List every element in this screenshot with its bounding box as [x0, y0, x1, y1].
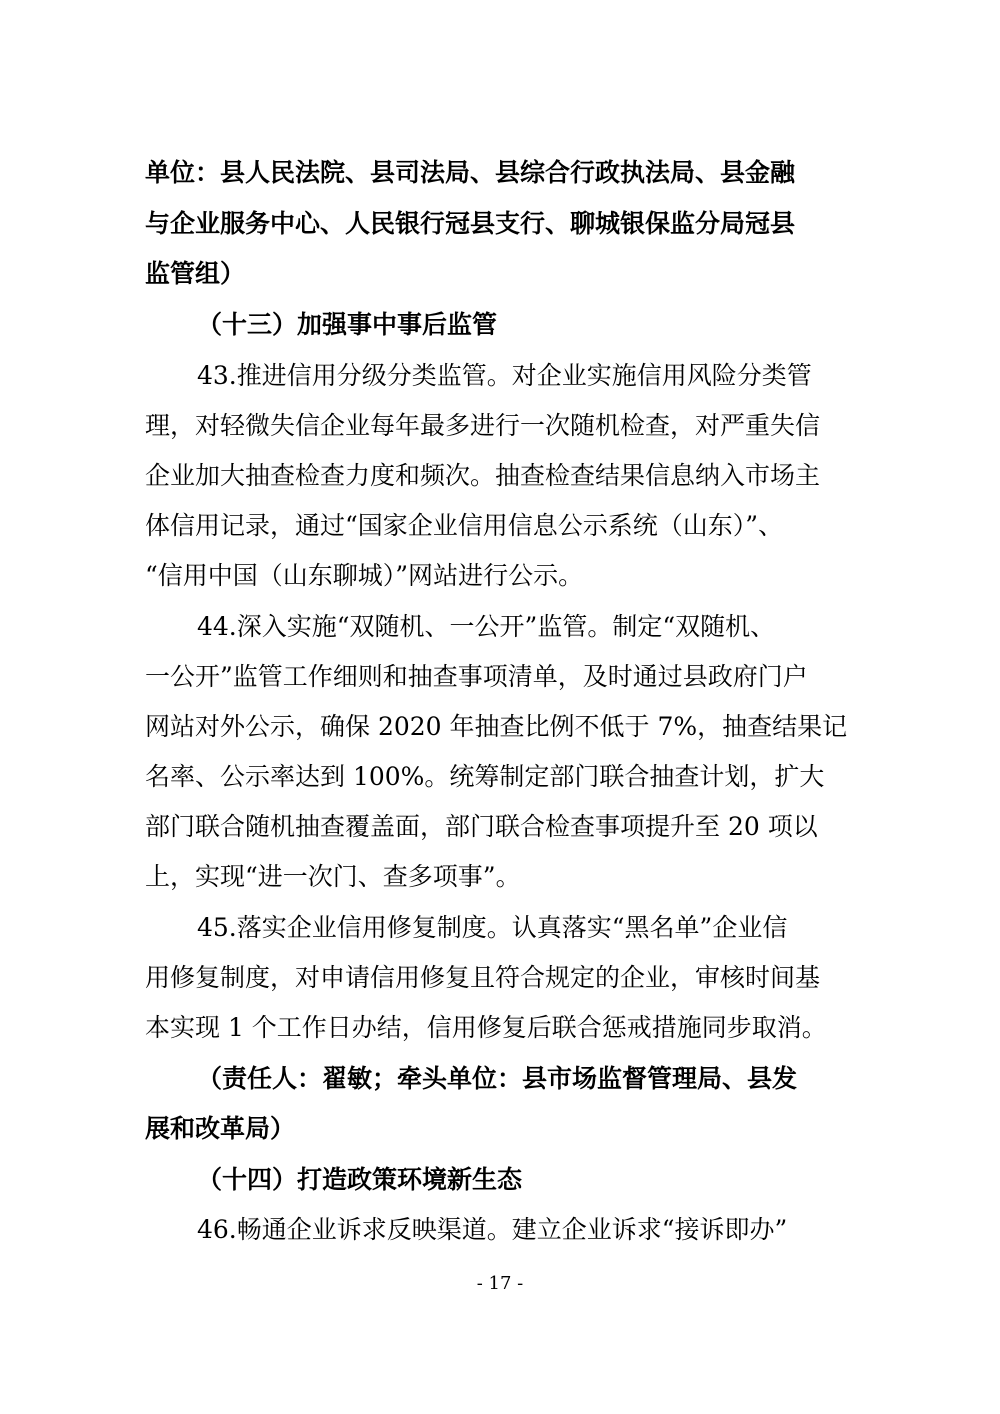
text-line-1: 单位：县人民法院、县司法局、县综合行政执法局、县金融 [145, 158, 796, 187]
text-line-15: 上，实现“进一次门、查多项事”。 [145, 862, 521, 891]
text-line-9: “信用中国（山东聊城）”网站进行公示。 [145, 561, 584, 590]
text-line-7: 企业加大抽查检查力度和频次。抽查检查结果信息纳入市场主 [145, 461, 821, 490]
section-heading-13: （十三）加强事中事后监管 [197, 310, 498, 339]
text-line-19: （责任人：翟敏；牵头单位：县市场监督管理局、县发 [197, 1064, 798, 1093]
text-line-14: 部门联合随机抽查覆盖面，部门联合检查事项提升至 20 项以 [145, 812, 818, 841]
text-line-6: 理，对轻微失信企业每年最多进行一次随机检查，对严重失信 [145, 411, 821, 440]
text-line-18: 本实现 1 个工作日办结，信用修复后联合惩戒措施同步取消。 [145, 1013, 827, 1042]
text-line-5: 43.推进信用分级分类监管。对企业实施信用风险分类管 [197, 361, 812, 390]
text-line-10: 44.深入实施“双随机、一公开”监管。制定“双随机、 [197, 612, 776, 641]
text-line-2: 与企业服务中心、人民银行冠县支行、聊城银保监分局冠县 [145, 209, 796, 238]
text-line-13: 名率、公示率达到 100%。统筹制定部门联合抽查计划，扩大 [145, 762, 825, 791]
text-line-17: 用修复制度，对申请信用修复且符合规定的企业，审核时间基 [145, 963, 821, 992]
text-line-20: 展和改革局） [145, 1114, 296, 1143]
section-heading-14: （十四）打造政策环境新生态 [197, 1165, 523, 1194]
text-line-16: 45.落实企业信用修复制度。认真落实“黑名单”企业信 [197, 913, 788, 942]
text-line-22: 46.畅通企业诉求反映渠道。建立企业诉求“接诉即办” [197, 1215, 788, 1244]
text-line-12: 网站对外公示，确保 2020 年抽查比例不低于 7%，抽查结果记 [145, 712, 848, 741]
text-line-3: 监管组） [145, 259, 246, 288]
text-line-11: 一公开”监管工作细则和抽查事项清单，及时通过县政府门户 [145, 662, 808, 691]
page-number: - 17 - [476, 1273, 524, 1294]
text-line-8: 体信用记录，通过“国家企业信用信息公示系统（山东）”、 [145, 511, 784, 540]
